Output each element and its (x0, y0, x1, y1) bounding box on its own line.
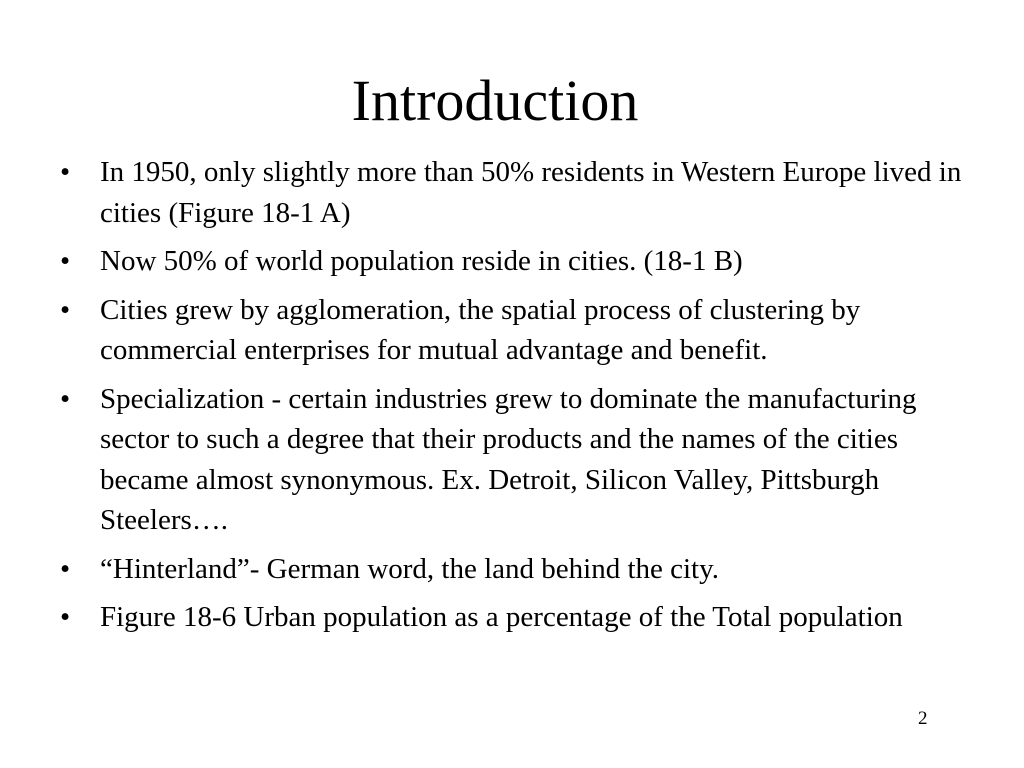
bullet-text: In 1950, only slightly more than 50% residents in Western Europe lived in cities (Figure 18-1 A) (100, 156, 962, 229)
bullet-item (60, 597, 970, 638)
bullet-marker: • (60, 293, 71, 326)
page-number: 2 (918, 708, 928, 729)
bullet-text: Cities grew by agglomeration, the spatial process of clustering by commercial enterprises for mutual advantage and benefit. (100, 293, 861, 366)
bullet-text: “Hinterland”- German word, the land behind the city. (100, 552, 719, 585)
bullet-marker: • (60, 156, 71, 188)
bullet-item (60, 152, 970, 233)
bullet-item (60, 379, 970, 541)
bullet-marker: • (60, 601, 71, 633)
bullet-item (60, 290, 970, 371)
bullet-text: Specialization - certain industries grew to dominate the manufacturing sector to such a degree that their products and the names of the cities became almost synonymous. Ex. Detroit, Silicon Valley, Pittsburgh Steelers…. (100, 382, 917, 536)
bullet-item (60, 241, 970, 282)
bullet-marker: • (60, 552, 71, 585)
bullet-text: Figure 18-6 Urban population as a percentage of the Total population (100, 601, 903, 633)
bullet-marker: • (60, 245, 71, 277)
bullet-marker: • (60, 382, 71, 415)
bullet-text: Now 50% of world population reside in cities. (18-1 B) (100, 245, 743, 277)
bullet-list (60, 152, 970, 646)
bullet-item (60, 549, 970, 590)
slide-title: Introduction (351, 68, 639, 133)
